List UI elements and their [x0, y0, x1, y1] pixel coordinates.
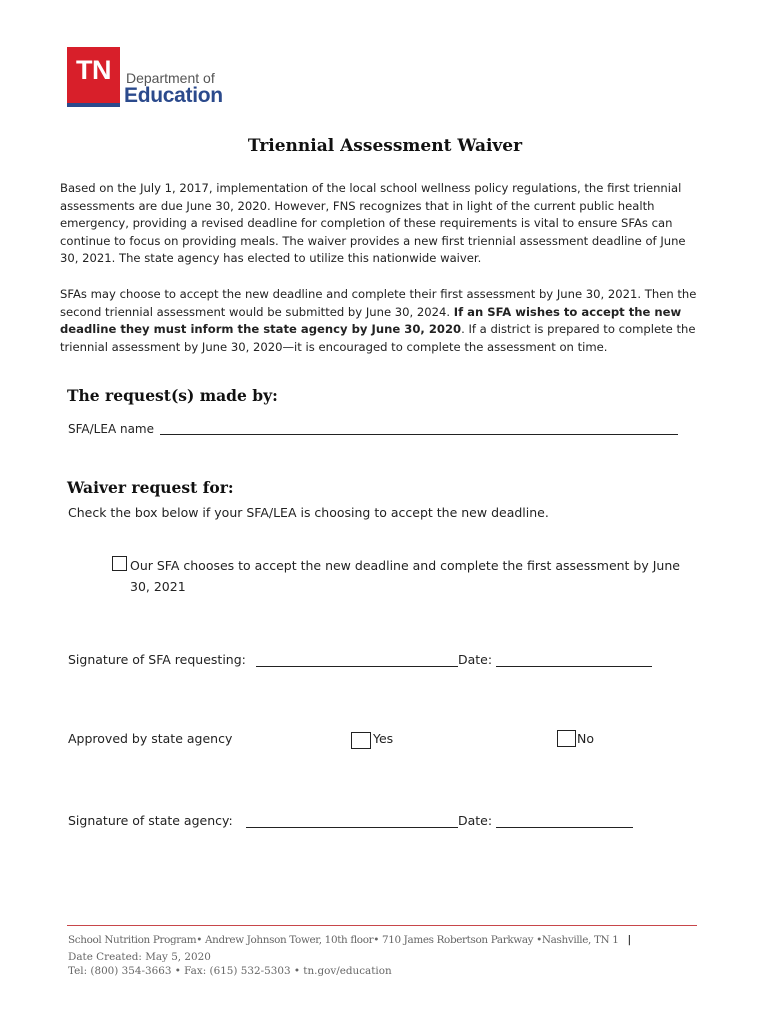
footer-contact: Tel: (800) 354-3663 • Fax: (615) 532-5303 • tn.gov/education — [68, 965, 392, 977]
page-title: Triennial Assessment Waiver — [247, 136, 523, 156]
footer-divider — [67, 925, 697, 926]
logo-education-text: Education — [124, 84, 223, 107]
approval-yes-checkbox[interactable] — [351, 732, 371, 749]
intro-paragraph: Based on the July 1, 2017, implementation of the local school wellness policy regulations, the first triennial assessments are due June 30, 2020. However, FNS recognizes that in light of the current public health emergency, providing a revised deadline for completion of these requirements is vital to ensure SFAs can continue to focus on providing meals. The waiver provides a new first triennial assessment deadline of June 30, 2021. The state agency has elected to utilize this nationwide waiver. — [60, 181, 686, 266]
logo-underline — [67, 103, 120, 107]
options-paragraph-bold: If an SFA wishes to accept the new deadline they must inform the state agency by June 30, 2020 — [60, 304, 682, 337]
state-date-field[interactable] — [496, 827, 633, 828]
state-date-label: Date: — [458, 813, 493, 828]
sfa-signature-field[interactable] — [256, 666, 458, 667]
footer-address — [68, 934, 631, 946]
footer-address-text: School Nutrition Program• Andrew Johnson Tower, 10th floor• 710 James Robertson Parkway •Nashville, TN 1 — [68, 934, 619, 946]
footer-bar: | — [627, 934, 631, 946]
approval-no-checkbox[interactable] — [557, 730, 576, 747]
state-signature-field[interactable] — [246, 827, 458, 828]
sfa-name-label: SFA/LEA name — [68, 422, 154, 436]
options-paragraph-text-2: . If a district is prepared to complete the triennial assessment by June 30, 2020—it is encouraged to complete the assessment on time. — [60, 322, 696, 354]
approval-no-label: No — [577, 731, 594, 746]
accept-deadline-checkbox[interactable] — [112, 556, 127, 571]
request-heading: The request(s) made by: — [67, 386, 278, 405]
approval-label: Approved by state agency — [68, 731, 233, 746]
footer-date-created: Date Created: May 5, 2020 — [68, 951, 211, 963]
sfa-signature-label: Signature of SFA requesting: — [68, 652, 246, 667]
sfa-date-label: Date: — [458, 652, 493, 667]
sfa-date-field[interactable] — [496, 666, 652, 667]
options-paragraph-text-1: SFAs may choose to accept the new deadline and complete their first assessment by June 30, 2021. Then the second triennial assessment would be submitted by June 30, 2024. — [60, 287, 697, 319]
waiver-heading: Waiver request for: — [67, 478, 234, 497]
waiver-instruction: Check the box below if your SFA/LEA is choosing to accept the new deadline. — [68, 505, 549, 520]
accept-deadline-label: Our SFA chooses to accept the new deadline and complete the first assessment by June 30, 2021 — [130, 558, 680, 594]
logo-department-text: Department of — [126, 70, 215, 86]
tn-logo-mark — [67, 47, 120, 103]
sfa-name-field[interactable] — [160, 434, 678, 435]
logo-abbr: TN — [76, 55, 111, 85]
approval-yes-label: Yes — [373, 731, 394, 746]
state-signature-label: Signature of state agency: — [68, 813, 233, 828]
options-paragraph — [60, 286, 700, 356]
